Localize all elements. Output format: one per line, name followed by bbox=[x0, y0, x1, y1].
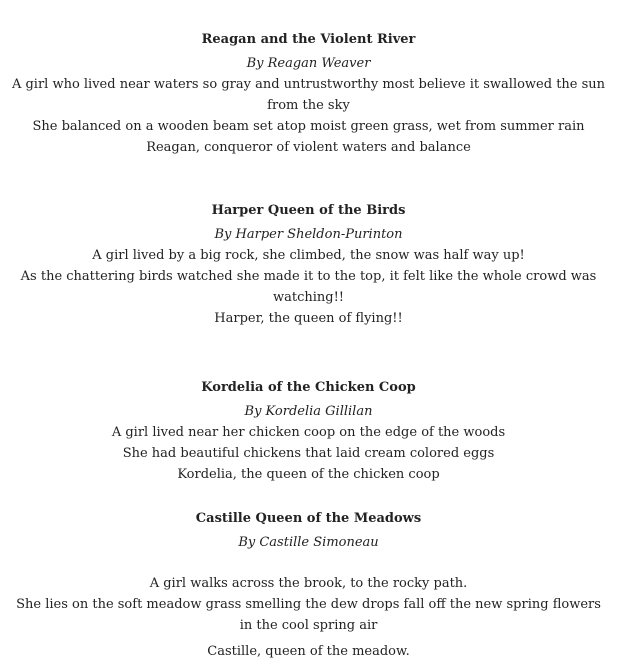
poem-line: Kordelia, the queen of the chicken coop bbox=[177, 467, 440, 482]
poem-line: A girl walks across the brook, to the rocky path. bbox=[149, 576, 468, 591]
poem-title: Castille Queen of the Meadows bbox=[195, 511, 422, 526]
poem-title: Harper Queen of the Birds bbox=[211, 203, 406, 218]
poem-line: Reagan, conqueror of violent waters and balance bbox=[146, 140, 471, 155]
poem-harper bbox=[10, 201, 607, 329]
poem-line: Castille, queen of the meadow. bbox=[207, 644, 410, 659]
poem-line: A girl who lived near waters so gray and untrustworthy most believe it swallowed the sun from the sky bbox=[11, 77, 606, 113]
poem-line: A girl lived near her chicken coop on the edge of the woods bbox=[111, 425, 506, 440]
poem-line: As the chattering birds watched she made it to the top, it felt like the whole crowd was watching!! bbox=[20, 269, 597, 305]
poem-line: A girl lived by a big rock, she climbed, the snow was half way up! bbox=[92, 248, 525, 263]
poem-author: By Castille Simoneau bbox=[238, 535, 379, 550]
poem-author: By Reagan Weaver bbox=[246, 56, 371, 71]
poem-title: Reagan and the Violent River bbox=[201, 32, 416, 47]
poem-line: Harper, the queen of flying!! bbox=[214, 311, 403, 326]
poem-kordelia bbox=[10, 378, 607, 485]
poem-title: Kordelia of the Chicken Coop bbox=[201, 380, 416, 395]
poem-author: By Harper Sheldon-Purinton bbox=[214, 227, 403, 242]
poem-line: She had beautiful chickens that laid cream colored eggs bbox=[122, 446, 495, 461]
poem-line: She lies on the soft meadow grass smelling the dew drops fall off the new spring flowers in the cool spring air bbox=[16, 597, 601, 633]
poem-reagan bbox=[10, 30, 607, 158]
poem-castille bbox=[10, 509, 607, 662]
poem-line: She balanced on a wooden beam set atop moist green grass, wet from summer rain bbox=[32, 119, 585, 134]
poem-author: By Kordelia Gillilan bbox=[244, 404, 373, 419]
